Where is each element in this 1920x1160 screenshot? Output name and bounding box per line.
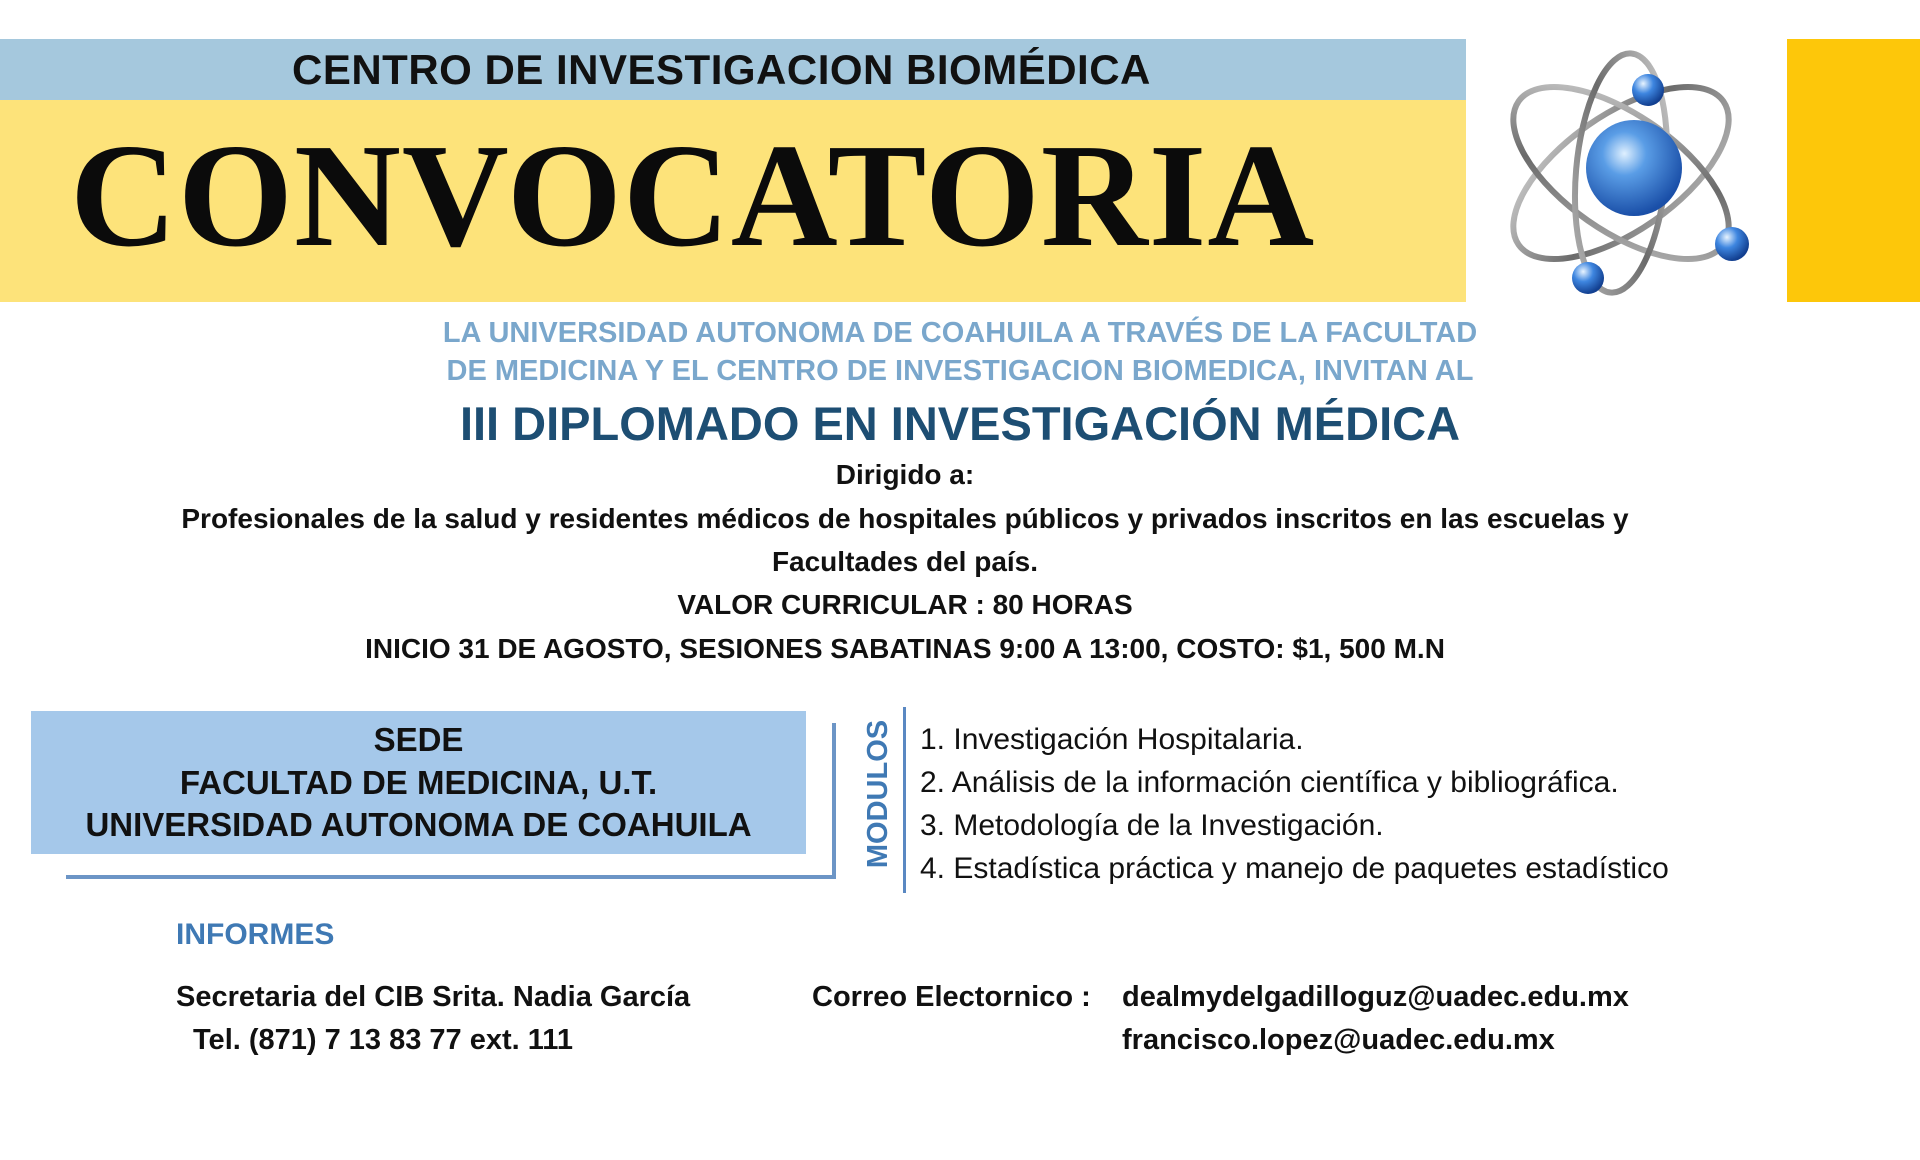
- diploma-title: III DIPLOMADO EN INVESTIGACIÓN MÉDICA: [459, 397, 1461, 450]
- sede-line-2: UNIVERSIDAD AUTONOMA DE COAHUILA: [85, 806, 752, 843]
- sede-shadow-side: [832, 723, 836, 879]
- telephone: Tel. (871) 7 13 83 77 ext. 111: [193, 1024, 573, 1056]
- audience-label: Dirigido a:: [835, 459, 975, 490]
- informes-heading: INFORMES: [176, 918, 335, 951]
- intro-line-1: LA UNIVERSIDAD AUTONOMA DE COAHUILA A TRAVÉS DE LA FACULTAD: [442, 317, 1478, 349]
- modulo-item-2: 2. Análisis de la información científica y bibliográfica.: [920, 766, 1619, 799]
- center-title: CENTRO DE INVESTIGACION BIOMÉDICA: [292, 46, 1151, 93]
- secretaria-contact: Secretaria del CIB Srita. Nadia García: [176, 981, 691, 1013]
- sede-line-1: FACULTAD DE MEDICINA, U.T.: [179, 764, 658, 801]
- modulo-item-4: 4. Estadística práctica y manejo de paquetes estadístico: [920, 852, 1669, 885]
- audience-line-2: Facultades del país.: [771, 546, 1039, 577]
- valor-curricular: VALOR CURRICULAR : 80 HORAS: [677, 589, 1133, 620]
- audience-line-1: Profesionales de la salud y residentes médicos de hospitales públicos y privados inscritos en las escuelas y: [181, 503, 1629, 534]
- modulos-divider: [903, 707, 906, 893]
- modulo-item-1: 1. Investigación Hospitalaria.: [920, 723, 1304, 756]
- header-gold-bar: [1787, 39, 1920, 302]
- atom-icon: [1486, 46, 1756, 300]
- sede-shadow: [66, 875, 836, 879]
- modulo-item-3: 3. Metodología de la Investigación.: [920, 809, 1384, 842]
- sede-heading: SEDE: [373, 721, 464, 758]
- email-2[interactable]: francisco.lopez@uadec.edu.mx: [1122, 1024, 1555, 1056]
- modulos-label: [849, 712, 905, 872]
- email-label: Correo Electornico :: [812, 981, 1091, 1013]
- intro-line-2: DE MEDICINA Y EL CENTRO DE INVESTIGACION BIOMEDICA, INVITAN AL: [446, 355, 1474, 387]
- main-title: CONVOCATORIA: [70, 114, 1316, 278]
- email-1[interactable]: dealmydelgadilloguz@uadec.edu.mx: [1122, 981, 1629, 1013]
- inicio-costo: INICIO 31 DE AGOSTO, SESIONES SABATINAS 9:00 A 13:00, COSTO: $1, 500 M.N: [365, 633, 1445, 664]
- modulos-label-text: MODULOS: [862, 719, 894, 869]
